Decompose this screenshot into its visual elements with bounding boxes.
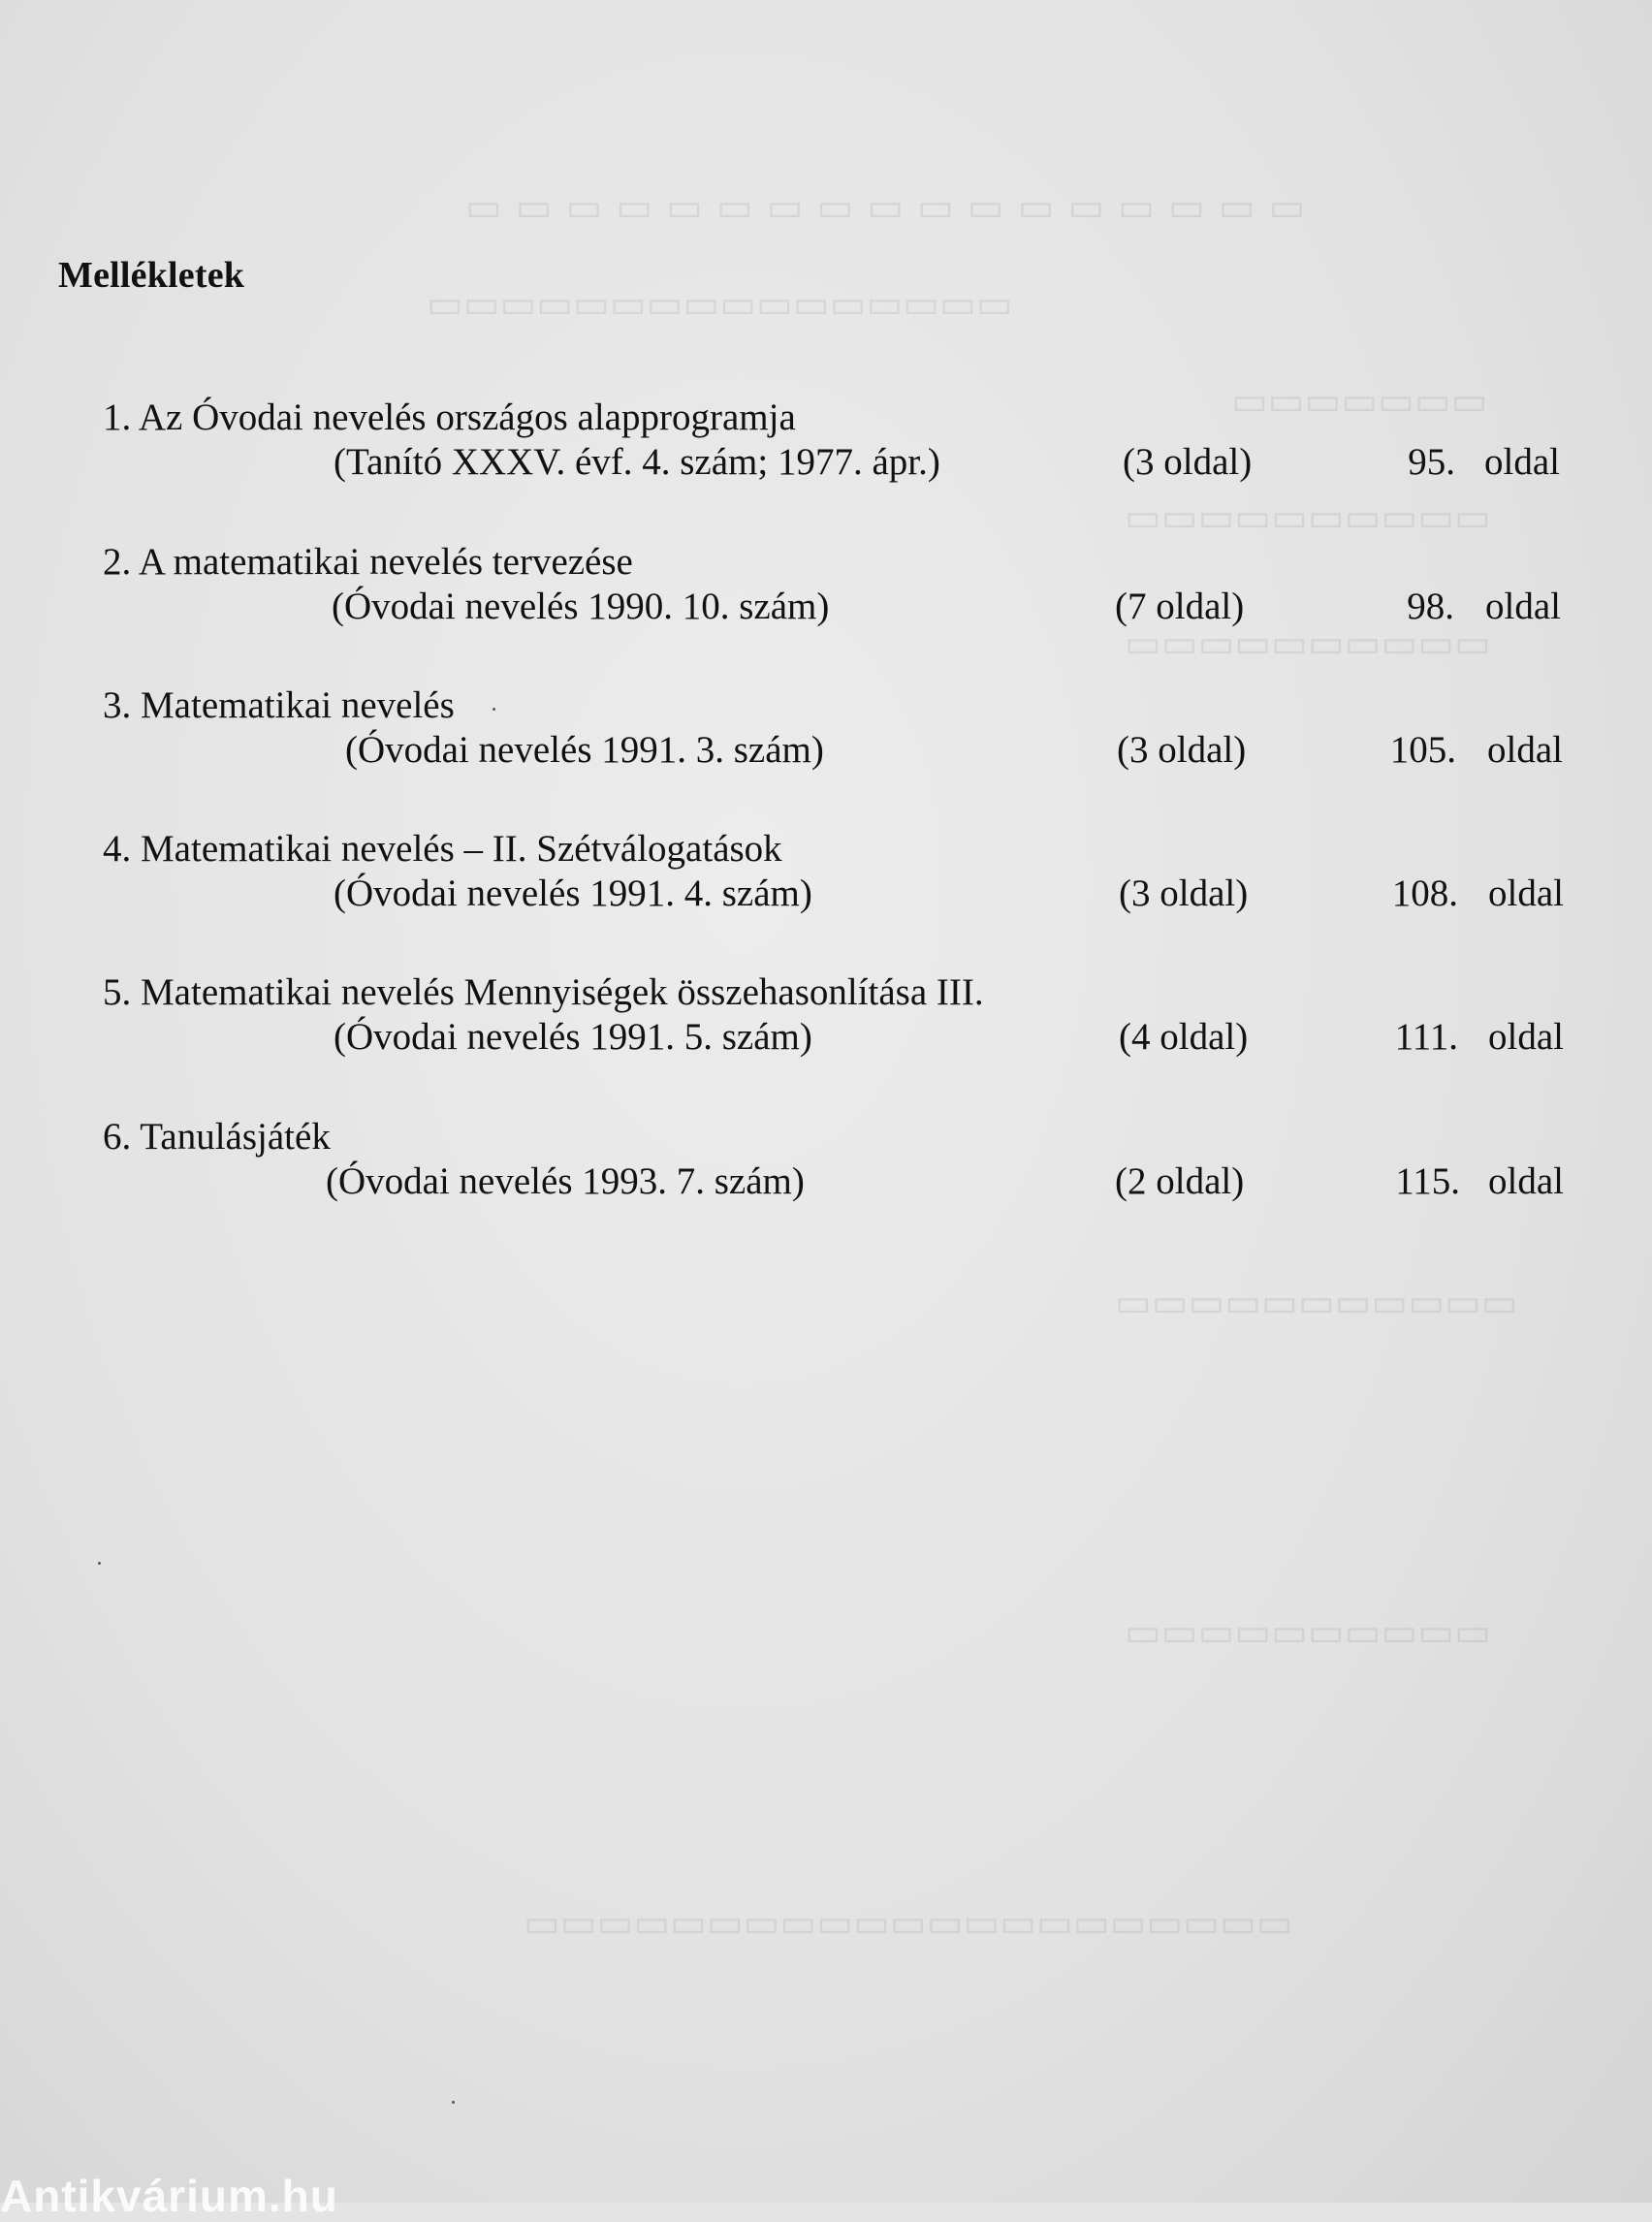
entry-title: 4. Matematikai nevelés – II. Szétválogatások [103,828,782,870]
entry-page-count: (3 oldal) [1123,441,1253,483]
entry-page-count: (4 oldal) [1119,1016,1249,1058]
entry-source: (Tanító XXXV. évf. 4. szám; 1977. ápr.) [334,441,940,483]
entry-title: 1. Az Óvodai nevelés országos alapprogramja [103,397,796,438]
show-through-text: ▭▭▭▭▭▭▭▭▭▭▭▭▭▭▭▭ [427,282,1013,326]
show-through-text: ▭▭▭▭▭▭▭ [1231,379,1488,423]
list-item [0,1115,1652,1222]
list-item [0,396,1652,502]
dust-speck [492,708,495,711]
entry-title: 2. A matematikai nevelés tervezése [103,541,633,583]
entry-source: (Óvodai nevelés 1991. 3. szám) [345,729,824,771]
dust-speck [98,1562,101,1565]
watermark-text: Antikvárium.hu [0,2171,338,2221]
entry-page-number: 95. [1408,441,1455,483]
list-item [0,970,1652,1077]
entry-page-count: (3 oldal) [1119,873,1249,914]
entry-page-unit: oldal [1487,729,1563,771]
entry-page-unit: oldal [1484,441,1560,483]
entry-title: 6. Tanulásjáték [103,1116,331,1158]
entry-source: (Óvodai nevelés 1991. 4. szám) [334,873,812,914]
entry-page-count: (7 oldal) [1115,586,1245,627]
list-item [0,683,1652,790]
entry-title: 5. Matematikai nevelés Mennyiségek összehasonlítása III. [103,971,984,1013]
entry-page-unit: oldal [1488,873,1564,914]
entry-page-number: 108. [1391,873,1458,914]
list-item [0,540,1652,647]
entry-source: (Óvodai nevelés 1993. 7. szám) [326,1160,805,1202]
show-through-text: ▭▭▭▭▭▭▭▭▭▭ [1125,621,1491,665]
entry-page-number: 105. [1389,729,1456,771]
show-through-text: ▭▭▭▭▭▭▭▭▭▭ [1125,1610,1491,1654]
entry-source: (Óvodai nevelés 1990. 10. szám) [332,586,830,627]
entry-page-number: 98. [1407,586,1454,627]
entry-page-number: 111. [1394,1016,1458,1058]
entry-page-count: (3 oldal) [1117,729,1247,771]
entry-page-unit: oldal [1488,1160,1564,1202]
show-through-text: ▭▭▭▭▭▭▭▭▭▭▭▭▭▭▭▭▭▭▭▭▭ [524,1901,1293,1945]
list-item [0,827,1652,934]
section-heading: Mellékletek [58,255,245,296]
entry-source: (Óvodai nevelés 1991. 5. szám) [334,1016,812,1058]
show-through-text: ▭▭▭▭▭▭▭▭▭▭ [1125,495,1491,539]
entry-page-unit: oldal [1488,1016,1564,1058]
entry-page-count: (2 oldal) [1115,1160,1245,1202]
entry-page-number: 115. [1395,1160,1460,1202]
show-through-text: ▭▭▭▭▭▭▭▭▭▭▭▭▭▭▭▭▭ [465,185,1319,229]
entry-page-unit: oldal [1485,586,1561,627]
dust-speck [452,2101,455,2104]
show-through-text: ▭▭▭▭▭▭▭▭▭▭▭ [1115,1281,1518,1324]
entry-title: 3. Matematikai nevelés [103,684,455,726]
